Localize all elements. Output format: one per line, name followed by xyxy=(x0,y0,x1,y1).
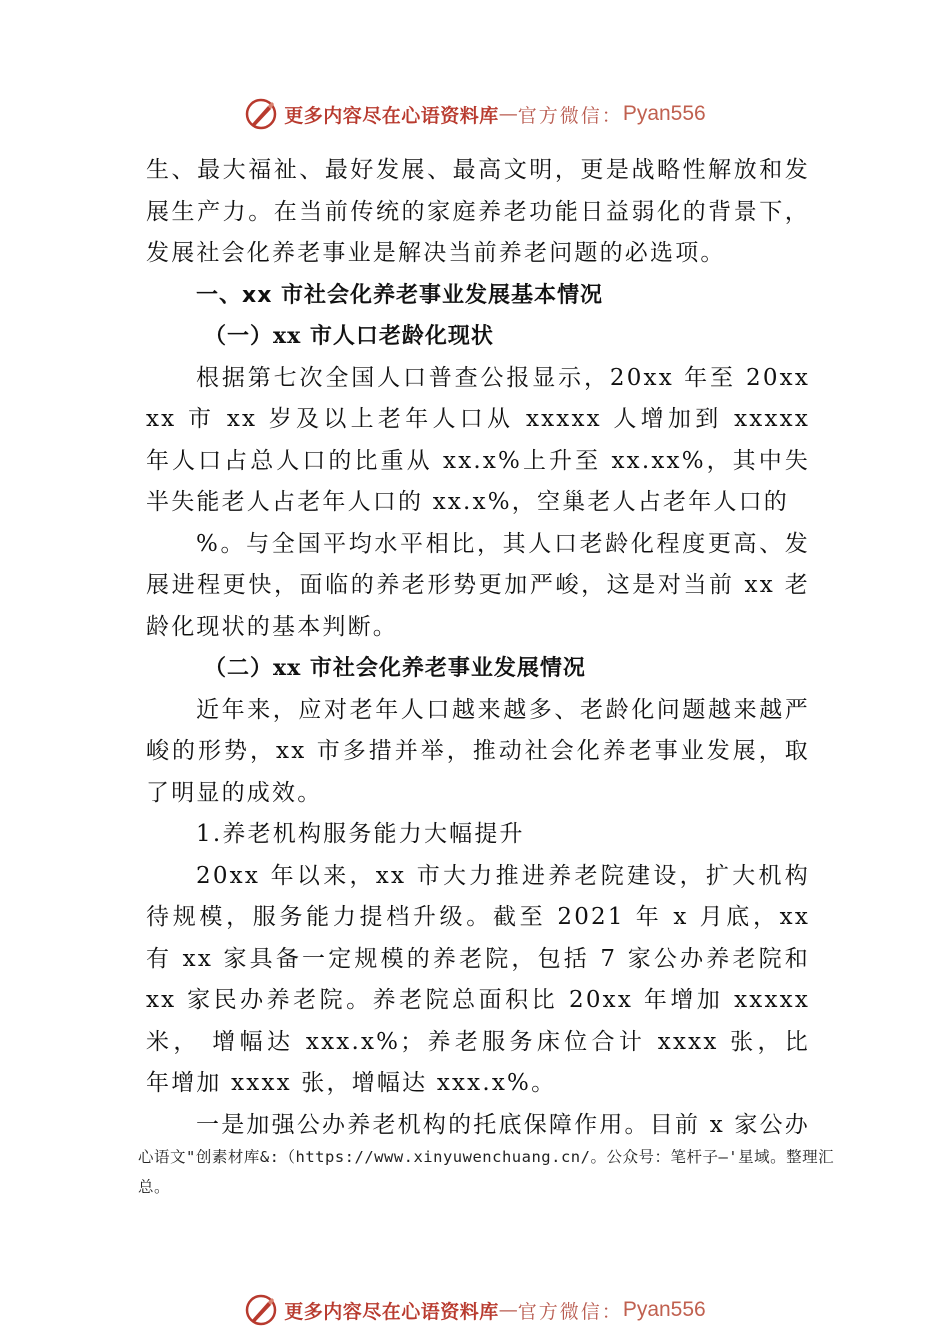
list-heading: 1.养老机构服务能力大幅提升 xyxy=(196,821,525,847)
pen-logo-icon xyxy=(244,97,278,131)
body-line: 待规模，服务能力提档升级。截至 2021 年 x 月底，xx xyxy=(146,904,810,930)
body-line: 米， 增幅达 xxx.x%；养老服务床位合计 xxxx 张，比 xyxy=(146,1028,810,1055)
body-line: %。与全国平均水平相比，其人口老龄化程度更高、发 xyxy=(196,530,810,557)
pen-logo-icon xyxy=(244,1293,278,1327)
body-line: 近年来，应对老年人口越来越多、老龄化问题越来越严 xyxy=(196,696,810,723)
body-line: 根据第七次全国人口普查公报显示，20xx 年至 20xx xyxy=(196,364,810,391)
body-line: 峻的形势，xx 市多措并举，推动社会化养老事业发展，取 xyxy=(146,738,810,764)
subsection-heading: （二）xx 市社会化养老事业发展情况 xyxy=(204,655,586,681)
body-line: xx 市 xx 岁及以上老年人口从 xxxxx 人增加到 xxxxx xyxy=(146,406,810,432)
watermark-wechat-id: Pyan556 xyxy=(622,102,706,125)
watermark-header xyxy=(0,94,950,134)
source-footnote: 心语文"创素材库&:（https://www.xinyuwenchuang.cn/。公众号：笔杆子—'星域。整理汇总。 xyxy=(138,1148,835,1196)
body-line: 一是加强公办养老机构的托底保障作用。目前 x 家公办 xyxy=(196,1111,810,1138)
body-line: 年人口占总人口的比重从 xx.x%上升至 xx.xx%，其中失 xyxy=(146,447,810,474)
section-heading: 一、xx 市社会化养老事业发展基本情况 xyxy=(196,282,604,308)
body-line: 年增加 xxxx 张，增幅达 xxx.x%。 xyxy=(146,1070,557,1096)
body-line: 半失能老人占老年人口的 xx.x%，空巢老人占老年人口的 xyxy=(146,489,789,515)
body-line: 20xx 年以来，xx 市大力推进养老院建设，扩大机构 xyxy=(196,862,810,889)
watermark-wechat-id: Pyan556 xyxy=(622,1298,706,1321)
watermark-label: 官方微信： xyxy=(517,1300,623,1323)
body-line: 展进程更快，面临的养老形势更加严峻，这是对当前 xx 老 xyxy=(146,572,810,598)
body-line: 龄化现状的基本判断。 xyxy=(146,613,398,640)
watermark-separator: — xyxy=(498,103,518,125)
body-line: 了明显的成效。 xyxy=(146,779,323,806)
subsection-heading: （一）xx 市人口老龄化现状 xyxy=(204,323,494,349)
watermark-label: 官方微信： xyxy=(517,104,623,127)
watermark-brand: 更多内容尽在心语资料库 xyxy=(284,104,499,127)
body-line: xx 家民办养老院。养老院总面积比 20xx 年增加 xxxxx xyxy=(146,987,810,1013)
watermark-footer xyxy=(0,1290,950,1330)
body-line: 生、最大福祉、最好发展、最高文明，更是战略性解放和发 xyxy=(146,157,810,183)
body-line: 有 xx 家具备一定规模的养老院，包括 7 家公办养老院和 xyxy=(146,945,810,972)
document-body xyxy=(146,150,810,1146)
watermark-brand: 更多内容尽在心语资料库 xyxy=(284,1300,499,1323)
body-line: 发展社会化养老事业是解决当前养老问题的必选项。 xyxy=(146,240,726,266)
watermark-separator: — xyxy=(498,1299,518,1321)
body-line: 展生产力。在当前传统的家庭养老功能日益弱化的背景下， xyxy=(146,198,810,225)
